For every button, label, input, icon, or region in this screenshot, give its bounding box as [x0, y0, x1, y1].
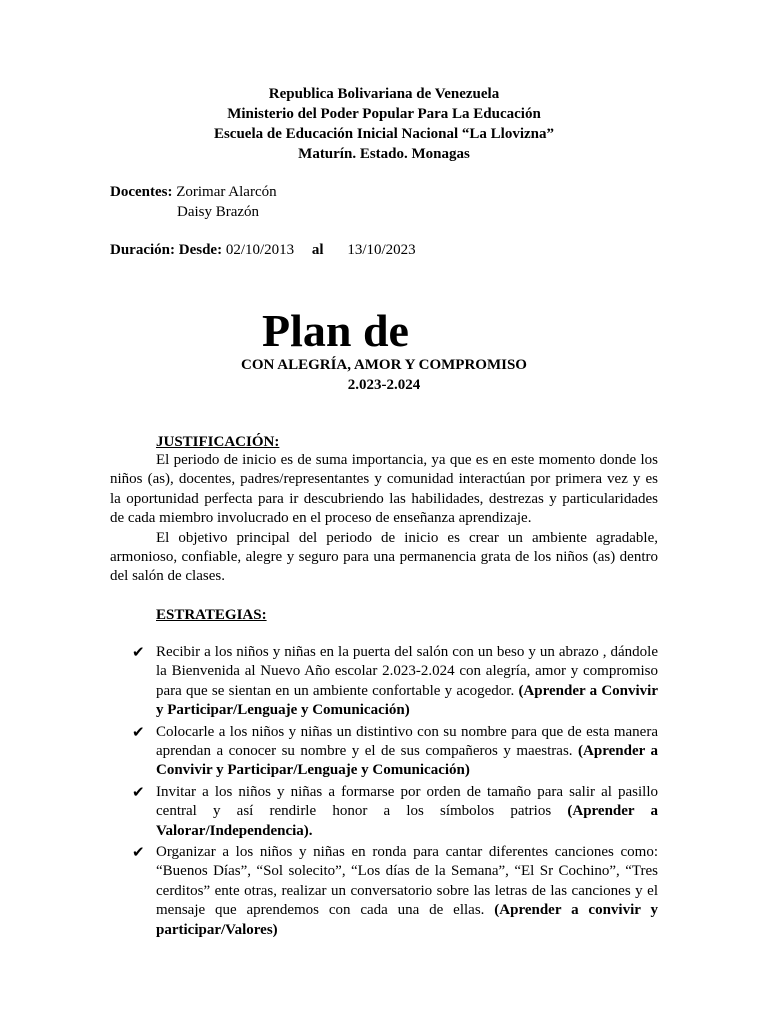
strategy-tag: (Aprender a convivir y participar/Valores) [156, 902, 658, 938]
strategy-text: Colocarle a los niños y niñas un distintivo con su nombre para que de esta manera aprendan a conocer su nombre y el de sus compañeros y maestras. [156, 723, 658, 760]
docentes-block [110, 182, 277, 202]
document-subtitle [0, 355, 768, 395]
checkmark-icon: ✔ [132, 643, 145, 661]
subtitle-year: 2.023-2.024 [347, 377, 421, 393]
document-title: Plan de [262, 305, 409, 356]
header-line-republic: Republica Bolivariana de Venezuela [268, 86, 500, 102]
justificacion-paragraph: El periodo de inicio es de suma importancia, ya que es en este momento donde los niños (as), docentes, padres/representantes y comunidad interactúan por primera vez y es la oportunidad perfecta para ir descubriendo las habilidades, destrezas y particularidades de cada miembro involucrado en el proceso de enseñanza aprendizaje. [110, 452, 658, 527]
estrategias-heading: ESTRATEGIAS: [156, 607, 267, 623]
checkmark-icon: ✔ [132, 782, 145, 801]
strategy-item [110, 843, 658, 940]
subtitle-motto: CON ALEGRÍA, AMOR Y COMPROMISO [241, 357, 527, 373]
strategy-tag: (Aprender a Convivir y Participar/Lenguaje y Comunicación) [156, 743, 658, 779]
strategy-item [110, 783, 658, 841]
strategy-item [110, 643, 658, 721]
header-line-ministry: Ministerio del Poder Popular Para La Educación [227, 106, 541, 122]
strategy-text: Invitar a los niños y niñas a formarse por orden de tamaño para salir al pasillo central y así rendirle honor a los símbolos patrios [156, 783, 658, 820]
date-separator: al [311, 242, 324, 258]
checkmark-icon: ✔ [132, 722, 145, 741]
teacher-name: Daisy Brazón [177, 204, 260, 220]
strategy-text: Recibir a los niños y niñas en la puerta del salón con un beso y un abrazo , dándole la Bienvenida al Nuevo Año escolar 2.023-2.024 con alegría, amor y compromiso para que se sientan en un ambiente confortable y acogedor. [156, 644, 658, 699]
strategies-list [110, 643, 658, 942]
strategy-tag: (Aprender a Convivir y Participar/Lenguaje y Comunicación) [156, 682, 658, 719]
checkmark-icon: ✔ [132, 843, 145, 862]
justificacion-body [110, 451, 658, 587]
strategy-item [110, 723, 658, 781]
strategy-text: Organizar a los niños y niñas en ronda para cantar diferentes canciones como: “Buenos Días”, “Sol solecito”, “Los días de la Semana”, “El Sr Cochino”, “Tres cerditos” ente otras, realizar un conversatorio sobre las letras de las canciones y el mensaje que aprendemos con cada una de ellas. [156, 844, 658, 919]
header-line-school: Escuela de Educación Inicial Nacional “La Llovizna” [213, 126, 555, 142]
start-date: 02/10/2013 [225, 242, 295, 258]
duracion-block [110, 240, 416, 260]
duracion-label: Duración: Desde: [110, 242, 223, 258]
teacher-name: Zorimar Alarcón [176, 184, 277, 200]
end-date: 13/10/2023 [347, 242, 416, 258]
docentes-label: Docentes: [110, 184, 173, 200]
teacher-name-second [177, 202, 259, 222]
school-header [0, 84, 768, 164]
justificacion-paragraph: El objetivo principal del periodo de inicio es crear un ambiente agradable, armonioso, confiable, alegre y seguro para una permanencia grata de los niños (as) dentro del salón de clases. [110, 529, 658, 585]
header-line-location: Maturín. Estado. Monagas [298, 146, 470, 162]
strategy-tag: (Aprender a Valorar/Independencia). [156, 803, 658, 839]
justificacion-heading: JUSTIFICACIÓN: [156, 434, 280, 450]
